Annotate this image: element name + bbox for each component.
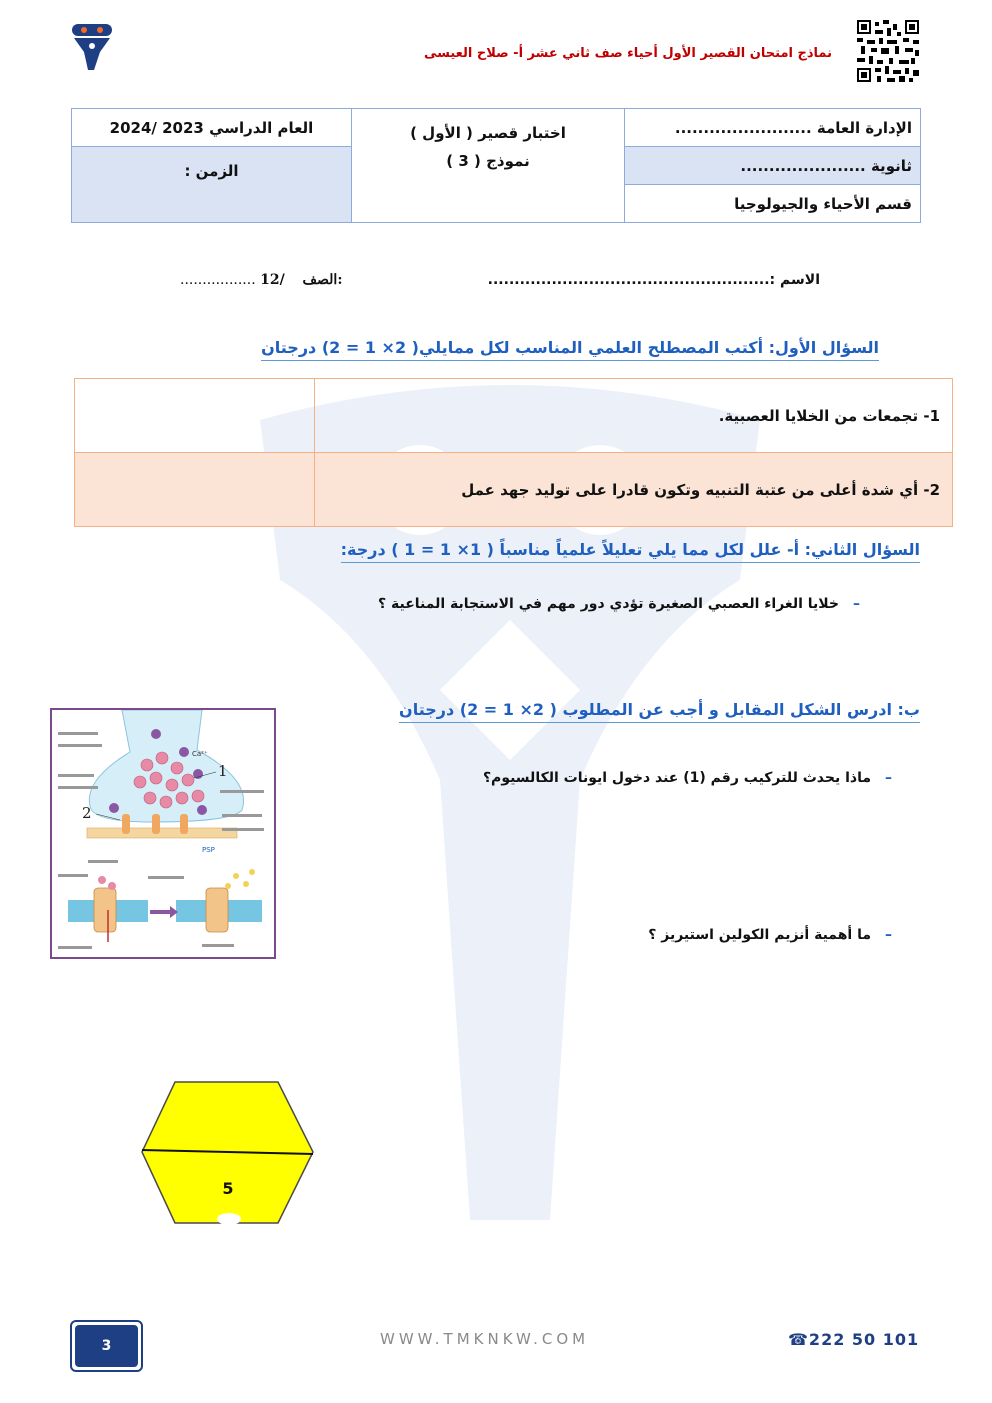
- question2b-item-1-text: ماذا يحدث للتركيب رقم (1) عند دخول ايونات الكالسيوم؟: [482, 770, 871, 786]
- header-title: نماذج امتحان القصير الأول أحياء صف ثاني عشر أ- صلاح العيسى: [423, 46, 832, 61]
- exam-model: نموذج ( 3 ): [446, 152, 530, 170]
- website-link[interactable]: WWW.TMKNKW.COM: [380, 1330, 590, 1348]
- admin-cell: الإدارة العامة ........................: [625, 109, 921, 147]
- exam-title-cell: [352, 109, 625, 223]
- page-number-box: [70, 1320, 143, 1372]
- question2b-item-1: [483, 770, 892, 786]
- time-cell: الزمن :: [72, 147, 352, 223]
- question1-table: [74, 378, 953, 527]
- question2-heading: السؤال الثاني: أ- علل لكل مما يلي تعليلاً علمياً مناسباً ( 1× 1 = 1 ) درجة:: [341, 540, 920, 563]
- phone-number: ☎222 50 101: [788, 1330, 920, 1349]
- question1-item-1: 1- تجمعات من الخلايا العصبية.: [315, 379, 953, 453]
- answer-cell-2[interactable]: [75, 453, 315, 527]
- school-cell: ثانوية ......................: [625, 147, 921, 185]
- question2-item: [378, 596, 860, 612]
- structure-label-2: 2: [82, 804, 92, 822]
- bullet-dash: –: [885, 770, 892, 786]
- class-blank: .................: [180, 272, 256, 288]
- year-cell: العام الدراسي 2023 /2024: [72, 109, 352, 147]
- bullet-dash: –: [885, 927, 892, 943]
- exam-title: اختبار قصير ( الأول ): [410, 124, 566, 142]
- synapse-diagram: [50, 708, 276, 959]
- qr-code: [857, 20, 919, 82]
- score-value: 5: [222, 1179, 234, 1198]
- calcium-label: Ca²⁺: [192, 750, 208, 758]
- score-hexagon: [140, 1080, 315, 1225]
- question2b-item-2-text: ما أهمية أنزيم الكولين استيريز ؟: [648, 927, 871, 943]
- question1-heading: السؤال الأول: أكتب المصطلح العلمي المناسب لكل ممايلي( 2× 1 = 2) درجتان: [261, 338, 879, 361]
- student-name-field[interactable]: الاسم :.....................................................: [487, 272, 820, 288]
- structure-label-1: 1: [218, 762, 228, 780]
- class-label: الصف:: [302, 272, 343, 288]
- question2-item-text: خلايا الغراء العصبي الصغيرة تؤدي دور مهم في الاستجابة المناعية ؟: [378, 596, 839, 612]
- question2b-item-2: [648, 927, 892, 943]
- student-info-row: [180, 272, 820, 296]
- page-number: 3: [75, 1325, 138, 1367]
- student-class-field[interactable]: [180, 272, 343, 288]
- question2b-heading: ب: ادرس الشكل المقابل و أجب عن المطلوب ( 2× 1 = 2) درجتان: [399, 700, 920, 723]
- question1-item-2: 2- أي شدة أعلى من عتبة التنبيه وتكون قادرا على توليد جهد عمل: [315, 453, 953, 527]
- bullet-dash: –: [853, 596, 860, 612]
- psp-label: PSP: [202, 846, 215, 854]
- answer-cell-1[interactable]: [75, 379, 315, 453]
- class-value: 12/: [260, 272, 285, 288]
- department-cell: قسم الأحياء والجيولوجيا: [625, 185, 921, 223]
- exam-info-table: [71, 108, 921, 223]
- brand-logo: [70, 22, 114, 72]
